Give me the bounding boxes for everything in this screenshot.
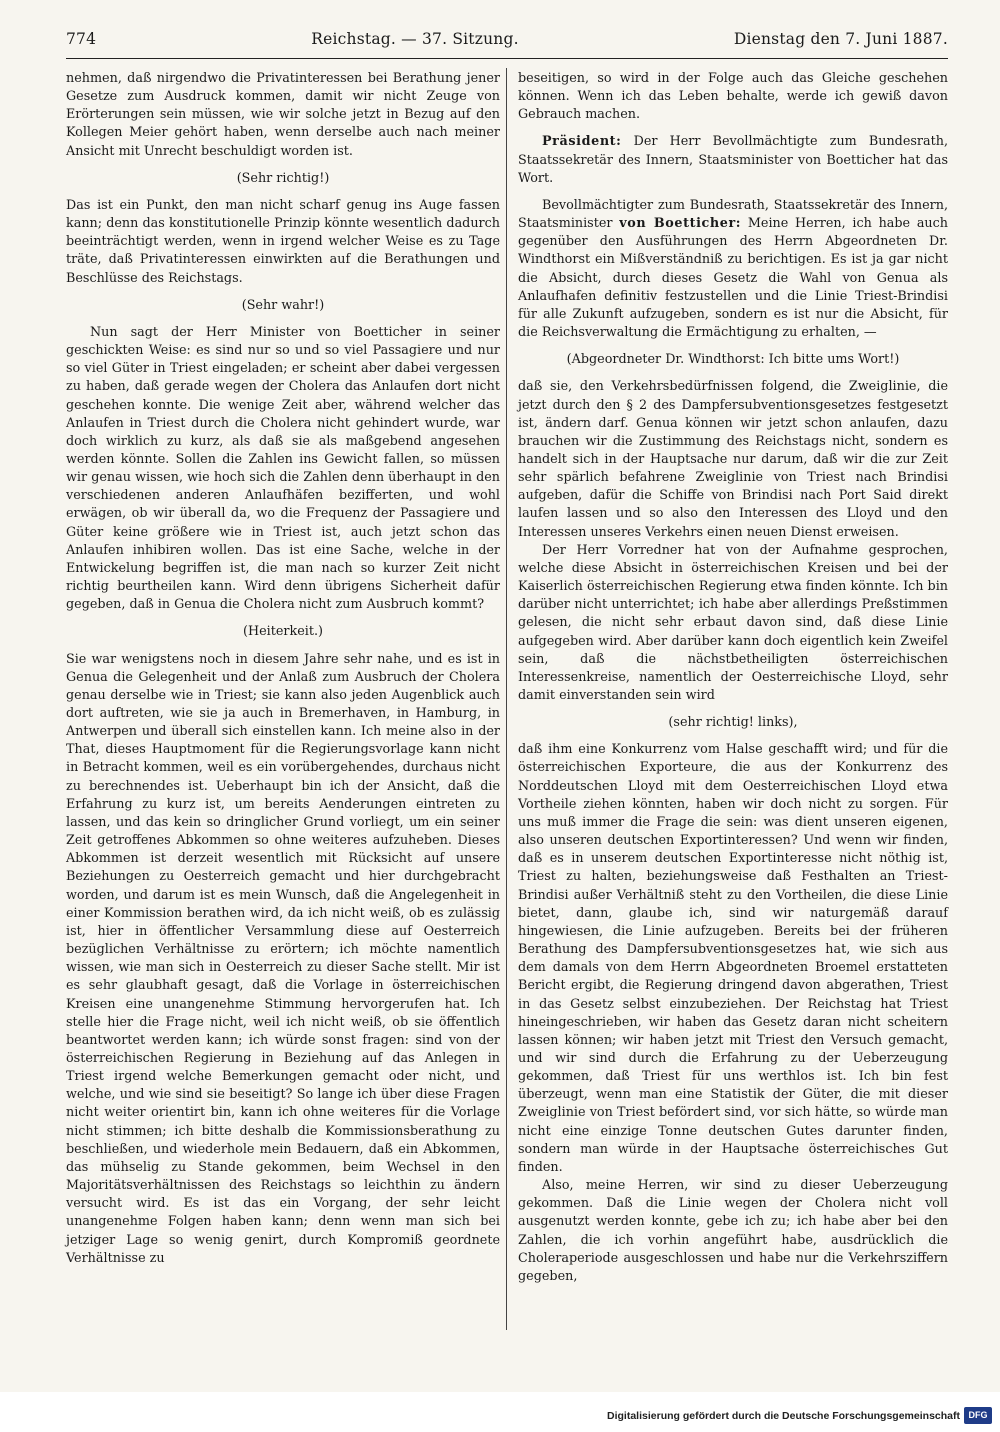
paragraph: Also, meine Herren, wir sind zu dieser Ueberzeugung gekommen. Daß die Linie wegen der Cholera nicht voll ausgenutzt werden konnte, gebe ich zu; ich habe aber bei den Zahlen, die ich vorhin angeführt habe, ausdrücklich die Choleraperiode ausgeschlossen und habe nur die Verkehrsziffern gegeben, (518, 1178, 948, 1284)
header-rule (66, 58, 948, 59)
paragraph: daß sie, den Verkehrsbedürfnissen folgend, die Zweiglinie, die jetzt durch den § 2 des Dampfersubventionsgesetzes festgesetzt ist, ändern darf. Genua können wir jetzt schon anlaufen, dazu brauchen wir die Zustimmung des Reichstags nicht, sondern es handelt sich in der Hauptsache nur darum, daß wir die zur Zeit sehr spärlich befahrene Zweiglinie von Triest nach Brindisi aufgeben, dafür die Schiffe von Brindisi nach Port Said direkt laufen lassen und so also den Interessen des Lloyd und den Interessen unseres Verkehrs einen neuen Dienst erweisen. (518, 379, 948, 540)
speaker-name: Präsident: (542, 134, 622, 150)
funding-notice: Digitalisierung gefördert durch die Deutsche Forschungsgemeinschaft (607, 1410, 960, 1422)
speech-text: Der Herr Bevollmächtigte zum Bundesrath, Staatssekretär des Innern, Staatsminister von Boetticher hat das Wort. (518, 134, 948, 186)
speaker-name: von Boetticher: (619, 216, 742, 232)
column-divider (506, 68, 507, 1330)
session-title: Reichstag. — 37. Sitzung. (311, 30, 519, 48)
session-date: Dienstag den 7. Juni 1887. (733, 30, 948, 48)
right-column (518, 70, 948, 1286)
paragraph: Der Herr Vorredner hat von der Aufnahme gesprochen, welche diese Absicht in österreichischen Kreisen und bei der Kaiserlich österreichischen Regierung etwa finden könnte. Ich bin darüber nicht unterrichtet; ich habe aber allerdings Preßstimmen gelesen, die nicht sehr erbaut davon sind, daß diese Linie aufgegeben wird. Aber darüber kann doch eigentlich kein Zweifel sein, daß die nächstbetheiligten österreichischen Interessenkreise, namentlich der Oesterreichische Lloyd, sehr damit einverstanden sein wird (518, 542, 948, 703)
paragraph: Sie war wenigstens noch in diesem Jahre sehr nahe, und es ist in Genua die Gelegenheit und der Anlaß zum Ausbruch der Cholera genau derselbe wie in Triest; sie kann also jeden Augenblick auch dort auftreten, wie sie ja auch in Bremerhaven, in Hamburg, in Antwerpen und überall sich einstellen kann. Ich meine also in der That, dieses Hauptmoment für die Regierungsvorlage kann nicht in Betracht kommen, weil es ein vorübergehendes, durchaus nicht zu berechnendes ist. Ueberhaupt bin ich der Ansicht, daß die Erfahrung zu kurz ist, um bereits Aenderungen eintreten zu lassen, und das kein so dringlicher Grund vorliegt, um ein seiner Zeit getroffenes Abkommen so ohne weiteres aufzuheben. Dieses Abkommen ist derzeit wesentlich mit Rücksicht auf unsere Beziehungen zu Oesterreich gemacht und hier durchgebracht worden, und darum ist es mein Wunsch, daß die Angelegenheit in einer Kommission berathen wird, da ich nicht weiß, ob es zulässig ist, hier in öffentlicher Versammlung diese auf Oesterreich bezüglichen Verhältnisse zu erörtern; ich möchte namentlich wissen, wie man sich in Oesterreich zu dieser Sache stellt. Mir ist es sehr glaubhaft gesagt, daß die Vorlage in österreichischen Kreisen eine unangenehme Stimmung hervorgerufen hat. Ich stelle hier die Frage nicht, weil ich nicht weiß, ob sie öffentlich beantwortet werden kann; ich würde sonst fragen: sind von der österreichischen Regierung in Beziehung auf das Anlegen in Triest irgend welche Bemerkungen gemacht oder nicht, und welche, und wie sind sie beseitigt? So lange ich über diese Fragen nicht weiter orientirt bin, kann ich ohne weiteres für die Vorlage nicht stimmen; ich bitte deshalb die Kommissionsberathung zu beschließen, und wiederhole mein Bedauern, daß ein Abkommen, das mühselig zu Stande gekommen, beim Wechsel in den Majoritätsverhältnissen des Reichstags so leichthin zu ändern versucht wird. Es ist das ein Vorgang, der sehr leicht unangenehme Folgen haben kann; denn wenn man sich bei jetziger Lage so wenig genirt, durch Kompromiß geordnete Verhältnisse zu (66, 651, 500, 1266)
paragraph: Nun sagt der Herr Minister von Boetticher in seiner geschickten Weise: es sind nur so und so viel Passagiere und nur so viel Güter in Triest eingeladen; er scheint aber dabei vergessen zu haben, daß gerade wegen der Cholera das Anlaufen dort nicht geschehen konnte. Die wenige Zeit aber, während welcher das Anlaufen in Triest durch die Cholera nicht gehindert wurde, war doch wirklich zu kurz, als daß sie als maßgebend angesehen werden könnte. Sollen die Zahlen ins Gewicht fallen, so müssen wir genau wissen, wie hoch sich die Zahlen denn überhaupt in den verschiedenen anderen Anlaufhäfen bezifferten, und wohl erwägen, ob wir überall da, wo die Frequenz der Passagiere und Güter keine größere wie in Triest ist, auch jetzt schon das Anlaufen inhibiren wollen. Das ist eine Sache, welche in der Entwickelung begriffen ist, die man nach so kurzer Zeit nicht richtig beurtheilen kann. Wird denn übrigens Sicherheit dafür gegeben, daß in Genua die Cholera nicht zum Ausbruch kommt? (66, 324, 500, 613)
speaker-paragraph (518, 133, 948, 187)
interjection: (sehr richtig! links), (668, 715, 798, 731)
dfg-logo: DFG (964, 1407, 992, 1424)
speaker-paragraph (518, 197, 948, 342)
footer-bar (0, 1392, 1000, 1432)
interjection: (Heiterkeit.) (243, 624, 323, 640)
paragraph: daß ihm eine Konkurrenz vom Halse geschafft wird; und für die österreichischen Exporteure, die aus der Konkurrenz des Norddeutschen Lloyd mit dem Oesterreichischen Lloyd etwa Vortheile ziehen könnten, haben wir doch nicht zu sorgen. Für uns muß immer die Frage die sein: was dient unseren eigenen, also unseren deutschen Exportinteressen? Und wenn wir finden, daß es in unserem deutschen Exportinteresse nicht nöthig ist, Triest zu halten, beziehungsweise daß Festhalten an Triest-Brindisi außer Verhältniß steht zu den Vortheilen, die diese Linie bietet, dann, glaube ich, sind wir naturgemäß darauf hingewiesen, die Linie aufzugeben. Bereits bei der früheren Berathung des Dampfersubventionsgesetzes hat, wie sich aus dem damals von dem Herrn Abgeordneten Broemel erstatteten Bericht ergibt, die Regierung dringend davon abgerathen, Triest in das Gesetz selbst einzubeziehen. Der Reichstag hat Triest hineingeschrieben, wir haben das Gesetz daran nicht scheitern lassen können; wir haben jetzt mit Triest den Versuch gemacht, und wir sind durch die Erfahrung zu der Ueberzeugung gekommen, daß Triest für uns werthlos ist. Ich bin fest überzeugt, wenn man eine Statistik der Güter, die mit dieser Zweiglinie von Triest befördert sind, vor sich hätte, so würde man nicht eine einzige Tonne deutschen Gutes darunter finden, sondern man würde in der Hauptsache österreichisches Gut finden. (518, 742, 948, 1175)
paragraph: Das ist ein Punkt, den man nicht scharf genug ins Auge fassen kann; denn das konstitutionelle Prinzip könnte wesentlich dadurch beeinträchtigt werden, wenn in irgend welcher Weise es zu Tage träte, daß Privatinteressen einwirkten auf die Berathungen und Beschlüsse des Reichstags. (66, 197, 500, 286)
interjection: (Sehr wahr!) (241, 297, 325, 313)
interjection: (Sehr richtig!) (236, 170, 330, 186)
page-number: 774 (66, 30, 97, 48)
paragraph: nehmen, daß nirgendwo die Privatinteressen bei Berathung jener Gesetze zum Ausdruck kommen, damit wir nicht Zeuge von Erörterungen sein müssen, wie wir solche jetzt in Bezug auf den Kollegen Meier gehört haben, wenn derselbe auch nach meiner Ansicht mit Unrecht beschuldigt worden ist. (66, 71, 500, 159)
interjection: (Abgeordneter Dr. Windthorst: Ich bitte ums Wort!) (566, 352, 900, 368)
left-column (66, 70, 500, 1268)
speech-text: Meine Herren, ich habe auch gegenüber den Ausführungen des Herrn Abgeordneten Dr. Windthorst ein Mißverständniß zu berichtigen. Es ist ja gar nicht die Absicht, durch dieses Gesetz die Wahl von Genua als Anlaufhafen definitiv festzustellen und die Linie Triest-Brindisi für alle Zukunft aufzugeben, sondern es ist nur die Absicht, für die Reichsverwaltung die Ermächtigung zu erhalten, — (518, 216, 948, 341)
paragraph: beseitigen, so wird in der Folge auch das Gleiche geschehen können. Wenn ich das Leben behalte, werde ich gewiß davon Gebrauch machen. (518, 71, 948, 123)
page-header (66, 30, 948, 56)
speaker-title: Bevollmächtigter zum Bundesrath, Staatssekretär des Innern, Staatsminister (518, 197, 948, 232)
